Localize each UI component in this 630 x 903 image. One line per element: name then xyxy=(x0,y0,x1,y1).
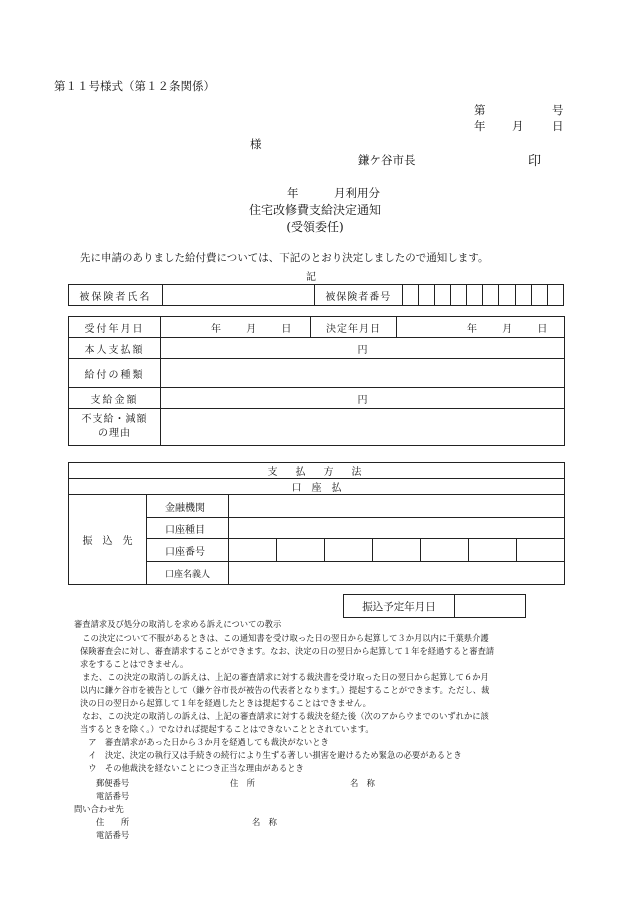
notice-line: 決の日の翌日から起算して１年を経過したときは提起することはできません。 xyxy=(80,698,371,708)
notice-line: イ 決定、決定の執行又は手続きの続行により生ずる著しい損害を避けるため緊急の必要があるとき xyxy=(80,750,462,760)
received-date-field[interactable] xyxy=(161,317,311,338)
addressee-suffix: 様 xyxy=(250,137,262,151)
self-pay-label: 本人支払額 xyxy=(69,338,161,359)
payment-method-table xyxy=(68,462,565,585)
received-month: 月 xyxy=(246,323,257,335)
account-holder-field[interactable] xyxy=(229,562,565,585)
reason-label-line1: 不支給・減額 xyxy=(81,414,148,425)
notice-line: ア 審査請求があった日から３か月を経過しても裁決がないとき xyxy=(80,737,329,747)
insured-number-label: 被保険者番号 xyxy=(314,285,402,306)
yen-unit: 円 xyxy=(357,344,368,356)
bank-label: 金融機関 xyxy=(147,495,229,518)
bank-field[interactable] xyxy=(229,495,565,518)
scheduled-transfer-label: 振込予定年月日 xyxy=(344,595,455,618)
account-number-digit[interactable] xyxy=(325,539,373,562)
account-number-digit[interactable] xyxy=(277,539,325,562)
account-payment-header: 口 座 払 xyxy=(69,479,565,495)
insured-number-digit[interactable] xyxy=(434,285,450,306)
transfer-destination-label: 振 込 先 xyxy=(69,495,147,585)
document-title: 住宅改修費支給決定通知 xyxy=(248,203,381,217)
usage-month: 月利用分 xyxy=(334,186,380,200)
insured-number-digit[interactable] xyxy=(547,285,563,306)
ki-label: 記 xyxy=(306,272,316,283)
number-dai: 第 xyxy=(474,103,486,117)
phone-label: 電話番号 xyxy=(96,791,130,801)
contact-label: 問い合わせ先 xyxy=(74,804,124,814)
account-number-digit[interactable] xyxy=(517,539,565,562)
notice-line: 保険審査会に対し、審査請求することができます。なお、決定の日の翌日から起算して１年を経過すると審査請 xyxy=(80,646,495,656)
decided-year: 年 xyxy=(467,323,477,335)
document-subtitle: (受領委任) xyxy=(286,220,344,234)
account-number-label: 口座番号 xyxy=(147,539,229,562)
notice-line: 求をすることはできません。 xyxy=(80,659,189,669)
insured-number-digit[interactable] xyxy=(467,285,483,306)
account-holder-label: 口座名義人 xyxy=(147,562,229,585)
notice-line: 当するときを除く。）でなければ提起することはできないこととされています。 xyxy=(80,724,374,734)
insured-number-digit[interactable] xyxy=(418,285,434,306)
yen-unit: 円 xyxy=(357,394,368,406)
date-month: 月 xyxy=(512,119,524,133)
insured-number-digit[interactable] xyxy=(451,285,467,306)
notice-line: なお、この決定の取消しの訴えは、上記の審査請求に対する裁決を経た後（次のアからウまでのいずれかに該 xyxy=(74,711,489,721)
notice-line: ウ その他裁決を経ないことにつき正当な理由があるとき xyxy=(80,763,304,773)
insured-number-digit[interactable] xyxy=(402,285,418,306)
payment-amount-label: 支給金額 xyxy=(69,388,161,409)
received-day: 日 xyxy=(281,323,292,335)
reason-label xyxy=(69,409,161,446)
benefit-type-label: 給付の種類 xyxy=(69,359,161,388)
benefit-type-field[interactable] xyxy=(161,359,565,388)
notice-heading: 審査請求及び処分の取消しを求める訴えについての教示 xyxy=(74,619,282,629)
date-day: 日 xyxy=(552,119,564,133)
contact-name-label: 名 称 xyxy=(252,817,277,827)
scheduled-transfer-table xyxy=(343,594,526,618)
account-number-digit[interactable] xyxy=(229,539,277,562)
issuer-name: 鎌ケ谷市長 xyxy=(358,153,416,167)
self-pay-field[interactable] xyxy=(161,338,565,359)
number-go: 号 xyxy=(552,103,564,117)
insured-name-field[interactable] xyxy=(162,285,314,306)
address-label: 住 所 xyxy=(230,778,255,788)
decided-day: 日 xyxy=(537,323,548,335)
account-number-digit[interactable] xyxy=(469,539,517,562)
notice-line: 以内に鎌ケ谷市を被告として（鎌ケ谷市長が被告の代表者となります。）提起することができます。ただし、裁 xyxy=(80,685,490,695)
insured-name-label: 被保険者氏名 xyxy=(69,285,163,306)
reason-field[interactable] xyxy=(161,409,565,446)
insured-number-digit[interactable] xyxy=(499,285,515,306)
postal-code-label: 郵便番号 xyxy=(96,778,130,788)
contact-phone-label: 電話番号 xyxy=(96,830,130,840)
seal-mark: 印 xyxy=(528,154,542,169)
reason-label-line2: の理由 xyxy=(98,428,131,439)
notice-line: また、この決定の取消しの訴えは、上記の審査請求に対する裁決書を受け取った日の翌日から起算して６か月 xyxy=(74,672,489,682)
account-type-label: 口座種目 xyxy=(147,518,229,539)
decided-month: 月 xyxy=(502,323,513,335)
name-label: 名 称 xyxy=(350,778,375,788)
payment-method-header: 支 払 方 法 xyxy=(69,463,565,479)
scheduled-transfer-field[interactable] xyxy=(455,595,526,618)
date-year: 年 xyxy=(474,119,486,133)
decided-date-label: 決定年月日 xyxy=(311,317,397,338)
account-number-digit[interactable] xyxy=(421,539,469,562)
received-year: 年 xyxy=(211,323,221,335)
insured-number-digit[interactable] xyxy=(531,285,547,306)
account-type-field[interactable] xyxy=(229,518,565,539)
decision-table xyxy=(68,316,565,446)
insured-number-digit[interactable] xyxy=(515,285,531,306)
contact-address-label: 住 所 xyxy=(96,817,130,827)
intro-text: 先に申請のありました給付費については、下記のとおり決定しましたので通知します。 xyxy=(80,252,489,264)
payment-amount-field[interactable] xyxy=(161,388,565,409)
form-number-title: 第１１号様式（第１２条関係） xyxy=(54,79,215,93)
insured-number-digit[interactable] xyxy=(483,285,499,306)
notice-line: この決定について不服があるときは、この通知書を受け取った日の翌日から起算して３か月以内に千葉県介護 xyxy=(74,633,489,643)
account-number-digit[interactable] xyxy=(373,539,421,562)
insured-table xyxy=(68,284,564,306)
received-date-label: 受付年月日 xyxy=(69,317,161,338)
decided-date-field[interactable] xyxy=(397,317,565,338)
usage-year: 年 xyxy=(287,186,299,200)
